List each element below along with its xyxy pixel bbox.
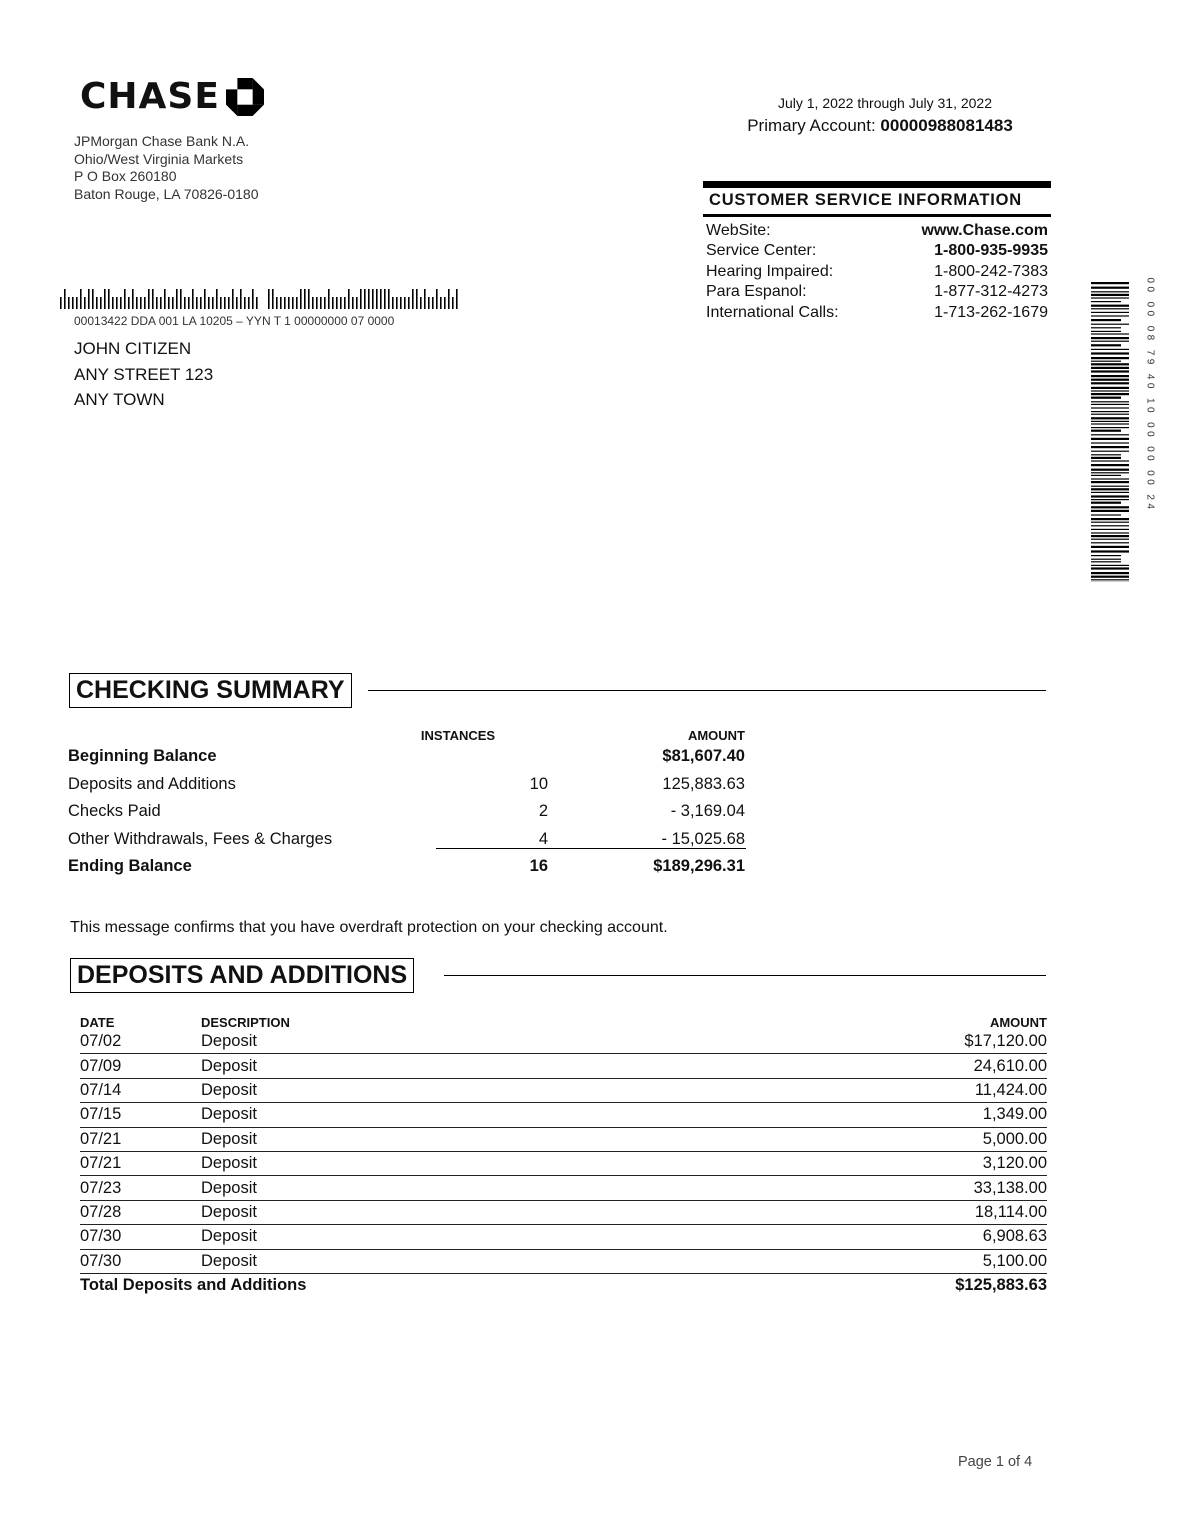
barcode-bar — [1091, 495, 1129, 497]
barcode-bar — [84, 297, 86, 309]
barcode-bar — [1091, 539, 1129, 540]
table-row — [80, 1225, 1047, 1249]
barcode-bar — [1091, 486, 1129, 487]
customer-service-title: CUSTOMER SERVICE INFORMATION — [703, 181, 1051, 217]
cs-label: Para Espanol: — [706, 283, 807, 301]
barcode-bar — [1091, 421, 1129, 422]
barcode-bar — [312, 297, 314, 309]
barcode-bar — [112, 297, 114, 309]
bank-address-line: P O Box 260180 — [74, 168, 177, 184]
deposit-amount: $17,120.00 — [964, 1032, 1047, 1051]
cs-label: Service Center: — [706, 242, 817, 260]
deposits-title: DEPOSITS AND ADDITIONS — [70, 958, 414, 993]
postal-barcode — [60, 289, 460, 309]
statement-period: July 1, 2022 through July 31, 2022 — [777, 95, 993, 111]
barcode-bar — [1091, 576, 1129, 578]
barcode-bar — [272, 289, 274, 309]
bank-address-line: JPMorgan Chase Bank N.A. — [74, 133, 250, 149]
barcode-bar — [336, 297, 338, 309]
barcode-bar — [152, 289, 154, 309]
recipient-line: ANY STREET 123 — [74, 364, 214, 384]
bank-address-line: Ohio/West Virginia Markets — [74, 150, 244, 167]
deposit-amount: 5,000.00 — [982, 1129, 1047, 1148]
barcode-bar — [1091, 367, 1129, 369]
barcode-bar — [420, 297, 422, 309]
barcode-bar — [1091, 387, 1129, 389]
table-row — [80, 1079, 1047, 1103]
amount-header: AMOUNT — [687, 727, 745, 743]
recipient-line: ANY TOWN — [74, 390, 165, 409]
barcode-bar — [1091, 393, 1129, 395]
barcode-bar — [408, 297, 410, 309]
barcode-bar — [1091, 344, 1121, 346]
barcode-bar — [1091, 555, 1121, 556]
barcode-bar — [228, 297, 230, 309]
barcode-bar — [164, 289, 166, 309]
barcode-bar — [376, 289, 378, 309]
barcode-bar — [328, 289, 330, 309]
deposit-date: 07/21 — [80, 1154, 122, 1173]
deposits-total-row — [80, 1274, 1047, 1298]
barcode-bar — [244, 297, 246, 309]
recipient-line: JOHN CITIZEN — [74, 339, 192, 358]
cs-value: 1-800-242-7383 — [934, 262, 1048, 280]
barcode-bar — [148, 289, 150, 309]
barcode-bar — [1091, 492, 1129, 493]
deposit-amount: 6,908.63 — [982, 1227, 1047, 1246]
deposit-amount: 33,138.00 — [973, 1178, 1047, 1197]
barcode-bar — [1091, 567, 1129, 569]
barcode-bar — [1091, 404, 1129, 405]
barcode-bar — [1091, 423, 1129, 424]
barcode-bar — [432, 297, 434, 309]
barcode-bar — [196, 297, 198, 309]
barcode-bar — [412, 289, 414, 309]
barcode-bar — [160, 297, 162, 309]
primary-account-number: 00000988081483 — [880, 116, 1013, 135]
barcode-bar — [1091, 442, 1129, 443]
barcode-bar — [232, 289, 234, 309]
barcode-bar — [1091, 514, 1121, 515]
cs-value: 1-800-935-9935 — [934, 242, 1048, 260]
barcode-bar — [104, 289, 106, 309]
barcode-bar — [60, 297, 62, 309]
table-row — [80, 1054, 1047, 1078]
barcode-bar — [1091, 301, 1121, 302]
barcode-bar — [72, 297, 74, 309]
barcode-bar — [88, 289, 90, 309]
barcode-bar — [1091, 478, 1129, 479]
deposit-date: 07/14 — [80, 1080, 122, 1099]
barcode-bar — [1091, 430, 1121, 432]
barcode-bar — [1091, 550, 1129, 552]
cs-value: 1-877-312-4273 — [934, 283, 1048, 301]
summary-label: Ending Balance — [68, 857, 192, 876]
barcode-bar — [1091, 502, 1121, 504]
barcode-bar — [1091, 475, 1121, 476]
barcode-bar — [172, 297, 174, 309]
deposit-description: Deposit — [201, 1154, 257, 1173]
table-row — [80, 1201, 1047, 1225]
barcode-bar — [384, 289, 386, 309]
barcode-bar — [364, 289, 366, 309]
barcode-bar — [444, 297, 446, 309]
barcode-bar — [280, 297, 282, 309]
barcode-bar — [1091, 535, 1129, 537]
barcode-bar — [1091, 542, 1129, 543]
barcode-bar — [180, 289, 182, 309]
barcode-bar — [1091, 529, 1129, 530]
barcode-bar — [192, 289, 194, 309]
barcode-bar — [284, 297, 286, 309]
barcode-bar — [1091, 327, 1121, 328]
summary-amount: - 15,025.68 — [661, 829, 745, 848]
barcode-bar — [404, 297, 406, 309]
barcode-bar — [1091, 411, 1129, 412]
deposit-description: Deposit — [201, 1056, 257, 1075]
table-row — [80, 1250, 1047, 1274]
barcode-bar — [380, 289, 382, 309]
vertical-barcode — [1091, 282, 1129, 582]
barcode-bar — [68, 297, 70, 309]
barcode-bar — [124, 289, 126, 309]
barcode-bar — [1091, 333, 1129, 334]
cs-row-hearing-impaired — [703, 262, 1051, 282]
barcode-bar — [108, 289, 110, 309]
barcode-bar — [1091, 312, 1129, 313]
barcode-bar — [1091, 457, 1121, 459]
deposits-total-label: Total Deposits and Additions — [80, 1276, 307, 1295]
barcode-bar — [128, 297, 130, 309]
barcode-bar — [1091, 352, 1129, 354]
barcode-bar — [372, 289, 374, 309]
barcode-bar — [416, 289, 418, 309]
barcode-bar — [1091, 397, 1121, 399]
chase-logo — [80, 76, 264, 117]
cs-row-service-center — [703, 241, 1051, 261]
barcode-bar — [1091, 319, 1121, 321]
barcode-bar — [168, 297, 170, 309]
barcode-bar — [216, 289, 218, 309]
barcode-bar — [452, 297, 454, 309]
barcode-bar — [1091, 532, 1129, 533]
deposits-header — [80, 1012, 1047, 1030]
primary-account — [700, 116, 1060, 136]
deposit-date: 07/30 — [80, 1227, 122, 1246]
summary-instances: 10 — [529, 774, 548, 793]
barcode-bar — [156, 297, 158, 309]
deposit-description: Deposit — [201, 1251, 257, 1270]
barcode-bar — [64, 289, 66, 309]
barcode-bar — [456, 289, 458, 309]
barcode-bar — [348, 289, 350, 309]
barcode-bar — [304, 289, 306, 309]
deposit-description: Deposit — [201, 1105, 257, 1124]
barcode-bar — [1091, 427, 1129, 428]
barcode-bar — [1091, 561, 1121, 562]
barcode-bar — [1091, 349, 1129, 350]
table-row — [80, 1103, 1047, 1127]
barcode-bar — [184, 297, 186, 309]
barcode-bar — [1091, 525, 1129, 526]
barcode-bar — [1091, 446, 1129, 448]
summary-label: Deposits and Additions — [68, 774, 236, 793]
barcode-bar — [1091, 414, 1129, 415]
table-row — [80, 1176, 1047, 1200]
barcode-bar — [240, 289, 242, 309]
barcode-bar — [1091, 324, 1129, 325]
deposit-description: Deposit — [201, 1129, 257, 1148]
barcode-bar — [132, 289, 134, 309]
cs-label: Hearing Impaired: — [706, 262, 834, 280]
barcode-bar — [332, 297, 334, 309]
deposit-date: 07/15 — [80, 1105, 122, 1124]
barcode-bar — [1091, 379, 1129, 381]
barcode-bar — [1091, 341, 1129, 342]
barcode-bar — [1091, 337, 1129, 339]
deposit-amount: 1,349.00 — [982, 1105, 1047, 1124]
cs-row-website — [703, 221, 1051, 241]
barcode-bar — [1091, 390, 1129, 391]
barcode-bar — [1091, 297, 1129, 298]
barcode-bar — [76, 297, 78, 309]
summary-row-checks-paid — [68, 798, 758, 826]
barcode-bar — [268, 289, 270, 309]
barcode-bar — [368, 289, 370, 309]
checking-summary-title: CHECKING SUMMARY — [69, 673, 352, 708]
deposit-date: 07/23 — [80, 1178, 122, 1197]
barcode-bar — [1091, 499, 1129, 500]
summary-amount: 125,883.63 — [662, 774, 745, 793]
deposit-amount: 5,100.00 — [982, 1251, 1047, 1270]
deposit-description: Deposit — [201, 1080, 257, 1099]
cs-label: WebSite: — [706, 222, 771, 239]
barcode-bar — [392, 297, 394, 309]
barcode-bar — [212, 297, 214, 309]
barcode-bar — [220, 297, 222, 309]
bank-address-line: Baton Rouge, LA 70826-0180 — [74, 185, 259, 202]
barcode-bar — [1091, 546, 1129, 548]
barcode-bar — [208, 297, 210, 309]
barcode-bar — [316, 297, 318, 309]
barcode-bar — [320, 297, 322, 309]
summary-amount: $189,296.31 — [653, 857, 745, 876]
barcode-bar — [1091, 382, 1129, 384]
barcode-bar — [1091, 434, 1129, 435]
barcode-bar — [1091, 506, 1129, 508]
table-row — [80, 1030, 1047, 1054]
cs-label: International Calls: — [706, 303, 839, 321]
cs-row-international — [703, 303, 1051, 323]
barcode-bar — [92, 289, 94, 309]
barcode-bar — [1091, 417, 1129, 419]
barcode-bar — [344, 297, 346, 309]
barcode-bar — [436, 289, 438, 309]
deposit-amount: 3,120.00 — [982, 1154, 1047, 1173]
page-number: Page 1 of 4 — [958, 1454, 1033, 1470]
barcode-bar — [120, 297, 122, 309]
deposits-table — [80, 1012, 1047, 1298]
table-row — [80, 1152, 1047, 1176]
barcode-bar — [1091, 522, 1129, 523]
deposit-date: 07/30 — [80, 1251, 122, 1270]
summary-row-ending-balance — [68, 853, 758, 881]
barcode-bar — [324, 297, 326, 309]
vertical-barcode-text-wrap — [1140, 277, 1160, 582]
barcode-bar — [440, 297, 442, 309]
barcode-bar — [1091, 565, 1129, 566]
table-row — [80, 1128, 1047, 1152]
summary-amount: - 3,169.04 — [670, 802, 745, 821]
instances-header: INSTANCES — [420, 727, 496, 743]
summary-instances: 2 — [538, 802, 548, 821]
barcode-bar — [1091, 361, 1121, 362]
barcode-bar — [1091, 572, 1129, 574]
deposits-total-amount: $125,883.63 — [955, 1276, 1047, 1295]
barcode-bar — [1091, 518, 1129, 520]
barcode-bar — [356, 297, 358, 309]
barcode-bar — [80, 289, 82, 309]
summary-row-deposits — [68, 771, 758, 799]
summary-amount: $81,607.40 — [662, 747, 745, 766]
barcode-bar — [388, 289, 390, 309]
barcode-bar — [1091, 370, 1129, 372]
bank-address — [74, 133, 259, 203]
summary-row-beginning-balance — [68, 743, 758, 771]
summary-instances: 4 — [538, 829, 548, 848]
barcode-bar — [144, 297, 146, 309]
date-header: DATE — [80, 1015, 115, 1030]
barcode-bar — [1091, 287, 1129, 289]
barcode-bar — [1091, 308, 1129, 309]
barcode-bar — [448, 289, 450, 309]
deposit-date: 07/21 — [80, 1129, 122, 1148]
barcode-bar — [252, 289, 254, 309]
barcode-bar — [1091, 291, 1129, 292]
cs-value: 1-713-262-1679 — [934, 303, 1048, 321]
logo-text: CHASE — [80, 76, 220, 117]
barcode-bar — [276, 297, 278, 309]
cs-row-para-espanol — [703, 282, 1051, 302]
barcode-bar — [140, 297, 142, 309]
deposit-amount: 24,610.00 — [973, 1056, 1047, 1075]
barcode-bar — [1091, 488, 1129, 490]
deposit-amount: 11,424.00 — [974, 1080, 1047, 1099]
barcode-bar — [256, 297, 258, 309]
overdraft-message: This message confirms that you have overdraft protection on your checking account. — [70, 919, 668, 936]
barcode-bar — [1091, 451, 1129, 452]
barcode-bar — [1091, 559, 1121, 560]
barcode-bar — [1091, 460, 1129, 461]
barcode-bar — [400, 297, 402, 309]
barcode-bar — [188, 297, 190, 309]
barcode-bar — [1091, 454, 1121, 455]
summary-label: Beginning Balance — [68, 747, 217, 766]
barcode-bar — [224, 297, 226, 309]
barcode-bar — [1091, 363, 1129, 365]
barcode-bar — [176, 289, 178, 309]
barcode-bar — [296, 297, 298, 309]
deposit-date: 07/28 — [80, 1202, 122, 1221]
deposit-description: Deposit — [201, 1227, 257, 1246]
barcode-bar — [428, 297, 430, 309]
deposit-date: 07/09 — [80, 1056, 122, 1075]
barcode-bar — [1091, 510, 1129, 512]
summary-label: Other Withdrawals, Fees & Charges — [68, 829, 333, 848]
deposit-description: Deposit — [201, 1032, 257, 1051]
summary-header — [68, 727, 758, 743]
deposit-date: 07/02 — [80, 1032, 122, 1051]
barcode-bar — [1091, 315, 1129, 316]
barcode-bar — [1091, 305, 1129, 307]
summary-total-rule — [436, 848, 746, 849]
primary-account-label: Primary Account: — [747, 116, 876, 135]
barcode-bar — [1091, 464, 1129, 466]
deposit-description: Deposit — [201, 1178, 257, 1197]
checking-summary-table — [68, 727, 758, 881]
barcode-bar — [96, 297, 98, 309]
barcode-bar — [1091, 331, 1121, 332]
barcode-bar — [1091, 282, 1129, 284]
description-header: DESCRIPTION — [201, 1015, 290, 1030]
barcode-bar — [248, 297, 250, 309]
barcode-bar — [424, 289, 426, 309]
barcode-bar — [200, 297, 202, 309]
barcode-bar — [100, 297, 102, 309]
barcode-bar — [396, 297, 398, 309]
barcode-bar — [360, 289, 362, 309]
barcode-bar — [236, 297, 238, 309]
deposit-amount: 18,114.00 — [974, 1202, 1047, 1221]
customer-service-box — [703, 181, 1051, 323]
barcode-bar — [1091, 472, 1129, 473]
barcode-bar — [1091, 407, 1129, 408]
barcode-bar — [340, 297, 342, 309]
deposit-description: Deposit — [201, 1202, 257, 1221]
vertical-barcode-text: 00 00 08 79 40 10 00 00 00 24 — [1144, 277, 1156, 513]
summary-label: Checks Paid — [68, 802, 161, 821]
barcode-bar — [1091, 438, 1129, 440]
recipient-address — [74, 336, 213, 413]
barcode-bar — [292, 297, 294, 309]
barcode-bar — [1091, 469, 1129, 471]
barcode-bar — [308, 289, 310, 309]
section-rule — [444, 975, 1046, 976]
barcode-bar — [1091, 579, 1129, 580]
cs-website-link[interactable]: www.Chase.com — [921, 222, 1048, 239]
summary-instances: 16 — [529, 857, 548, 876]
amount-header: AMOUNT — [989, 1015, 1047, 1030]
barcode-bar — [1091, 375, 1129, 377]
section-rule — [368, 690, 1046, 691]
barcode-bar — [300, 289, 302, 309]
barcode-bar — [116, 297, 118, 309]
barcode-bar — [352, 297, 354, 309]
barcode-bar — [204, 289, 206, 309]
barcode-bar — [1091, 294, 1129, 296]
barcode-bar — [1091, 481, 1129, 483]
postal-code-line: 00013422 DDA 001 LA 10205 – YYN T 1 00000000 07 0000 — [74, 314, 395, 328]
chase-octagon-icon — [226, 78, 264, 116]
barcode-bar — [288, 297, 290, 309]
barcode-bar — [1091, 357, 1129, 359]
barcode-bar — [1091, 401, 1129, 402]
barcode-bar — [136, 297, 138, 309]
